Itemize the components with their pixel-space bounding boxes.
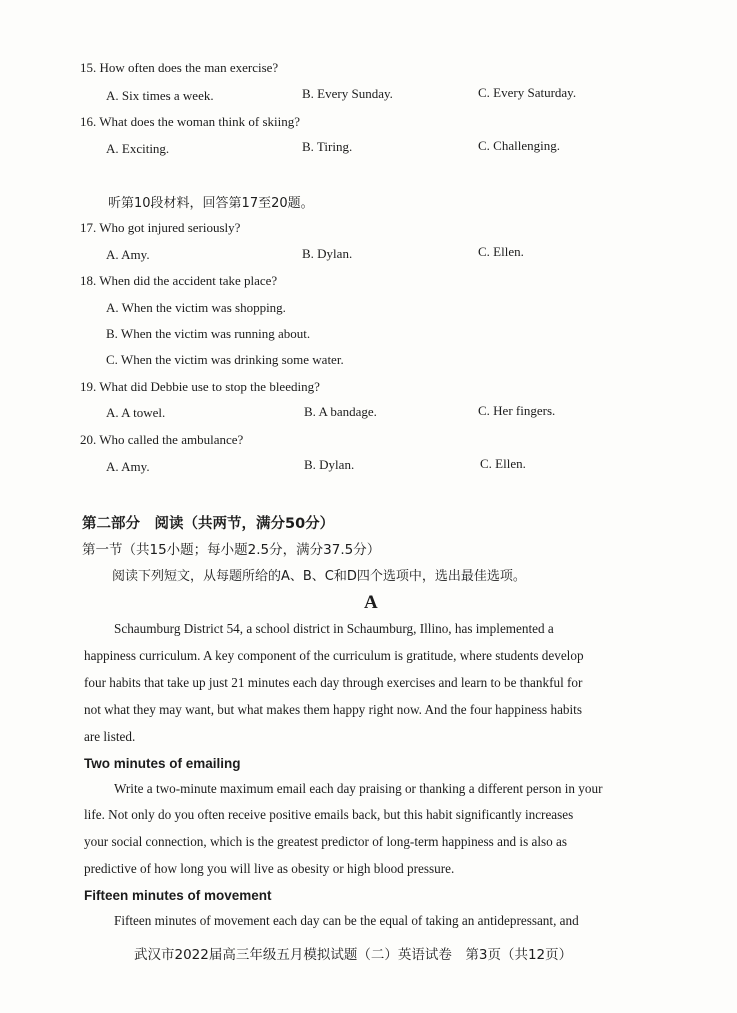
option-c: C. Challenging.: [478, 138, 560, 153]
question-17: [80, 220, 240, 236]
paragraph-line: your social connection, which is the greatest predictor of long-term happiness and is also as: [84, 834, 568, 849]
paragraph-line: four habits that take up just 21 minutes each day through exercises and learn to be thankful for: [84, 675, 583, 690]
paragraph-line: not what they may want, but what makes them happy right now. And the four happiness habits: [84, 702, 582, 717]
option-b: B. A bandage.: [304, 404, 377, 419]
heading-two-minutes-emailing: Two minutes of emailing: [84, 756, 241, 771]
option-c: C. Ellen.: [480, 456, 526, 471]
question-number: 15.: [80, 60, 97, 75]
question-number: 17.: [80, 220, 97, 235]
question-text: Who called the ambulance?: [99, 432, 244, 447]
paragraph-line: Write a two-minute maximum email each day praising or thanking a different person in your: [114, 781, 603, 796]
question-number: 18.: [80, 273, 97, 288]
question-text: Who got injured seriously?: [99, 220, 241, 235]
question-number: 20.: [80, 432, 97, 447]
option-c: C. Her fingers.: [478, 403, 556, 418]
option-c: C. Ellen.: [478, 244, 524, 259]
option-a: A. Amy.: [106, 459, 150, 474]
option-a: A. When the victim was shopping.: [106, 300, 286, 315]
option-b: B. Dylan.: [302, 246, 353, 261]
question-text: How often does the man exercise?: [99, 60, 279, 75]
paragraph-line: Fifteen minutes of movement each day can be the equal of taking an antidepressant, and: [114, 913, 579, 928]
paragraph-line: are listed.: [84, 729, 136, 744]
option-b: B. Dylan.: [304, 457, 355, 472]
section-title: 第一节（共15小题；每小题2.5分，满分37.5分）: [82, 542, 381, 558]
question-18: [80, 273, 277, 289]
option-a: A. A towel.: [106, 405, 166, 420]
paragraph-line: happiness curriculum. A key component of the curriculum is gratitude, where students develop: [84, 648, 584, 663]
question-text: When did the accident take place?: [99, 273, 278, 288]
passage-letter: A: [364, 592, 378, 613]
option-b: B. Tiring.: [302, 139, 353, 154]
question-text: What does the woman think of skiing?: [99, 114, 301, 129]
question-20: [80, 432, 243, 448]
question-text: What did Debbie use to stop the bleeding?: [99, 379, 320, 394]
page-footer: 武汉市2022届高三年级五月模拟试题（二）英语试卷 第3页（共12页）: [134, 947, 573, 963]
question-15: [80, 60, 278, 76]
question-16: [80, 114, 300, 130]
paragraph-line: life. Not only do you often receive positive emails back, but this habit significantly increases: [84, 807, 574, 822]
option-c: C. When the victim was drinking some water.: [106, 352, 344, 367]
option-a: A. Six times a week.: [106, 88, 214, 103]
option-c: C. Every Saturday.: [478, 85, 577, 100]
option-a: A. Amy.: [106, 247, 150, 262]
question-19: [80, 379, 320, 395]
question-number: 16.: [80, 114, 97, 129]
option-b: B. When the victim was running about.: [106, 326, 311, 341]
paragraph-line: predictive of how long you will live as obesity or high blood pressure.: [84, 861, 455, 876]
option-b: B. Every Sunday.: [302, 86, 393, 101]
part-title: 第二部分 阅读（共两节，满分50分）: [82, 516, 335, 532]
option-a: A. Exciting.: [106, 141, 170, 156]
question-number: 19.: [80, 379, 97, 394]
material-note: 听第10段材料，回答第17至20题。: [108, 196, 314, 211]
instruction: 阅读下列短文，从每题所给的A、B、C和D四个选项中，选出最佳选项。: [112, 569, 526, 584]
heading-fifteen-minutes-movement: Fifteen minutes of movement: [84, 888, 272, 903]
paragraph-line: Schaumburg District 54, a school district in Schaumburg, Illino, has implemented a: [114, 621, 554, 636]
